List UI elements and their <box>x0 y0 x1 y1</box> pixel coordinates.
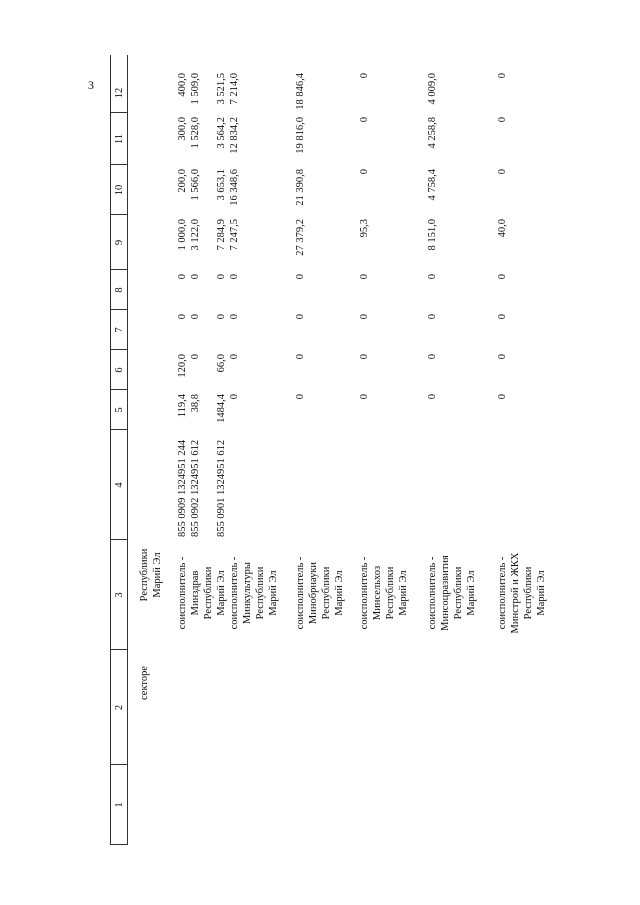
header-col-10: 10 <box>114 184 125 196</box>
cell-col10: 16 348,6 <box>229 169 240 206</box>
cell-col11: 19 816,0 <box>295 117 306 154</box>
cell-col11: 0 <box>359 117 370 123</box>
cell-budget-code: 855 0909 1324951 244 855 0902 1324951 612 855 0901 1324951 612 <box>177 439 227 537</box>
header-col-4: 4 <box>114 482 125 488</box>
cell-col12: 400,0 1 509,0 3 521,5 <box>177 73 227 105</box>
cell-col10: 200,0 1 566,0 3 653,1 <box>177 169 227 201</box>
cell-executor: соисполнитель - Минстрой и ЖКХ Республики Марий Эл <box>497 552 547 634</box>
cell-col12: 18 846,4 <box>295 73 306 110</box>
cell-executor: соисполнитель - Минкультуры Республики Марий Эл <box>229 556 279 630</box>
cell-col11: 0 <box>497 117 508 123</box>
cell-col7: 0 <box>295 314 306 320</box>
cell-col12: 0 <box>497 73 508 79</box>
cell-col9: 8 151,0 <box>427 219 438 251</box>
table-top-border <box>110 55 111 845</box>
cell-col7: 0 <box>427 314 438 320</box>
cell-col9: 1 000,0 3 122,0 7 284,9 <box>177 219 227 251</box>
cell-col6: 0 <box>427 354 438 360</box>
cell-col7: 0 <box>497 314 508 320</box>
header-col-9: 9 <box>114 239 125 246</box>
page-number: 3 <box>88 78 94 92</box>
cell-col9: 95,3 <box>359 219 370 238</box>
header-col-6: 6 <box>114 367 125 373</box>
cell-col11: 4 258,8 <box>427 117 438 149</box>
cell-col8: 0 <box>295 274 306 280</box>
cell-col10: 0 <box>497 169 508 175</box>
header-col-12: 12 <box>114 87 125 99</box>
cell-col8: 0 <box>427 274 438 280</box>
cell-col5: 119,4 38,8 1484,4 <box>177 394 227 423</box>
cell-col12: 0 <box>359 73 370 79</box>
cell-col7: 0 <box>229 314 240 320</box>
cell-executor: соисполнитель - Минобрнауки Республики Марий Эл <box>295 556 345 630</box>
cell-col11: 12 834,2 <box>229 117 240 154</box>
header-bottom-border <box>127 55 128 845</box>
cell-col5: 0 <box>295 394 306 400</box>
cell-col10: 21 390,8 <box>295 169 306 206</box>
cell-col10: 4 758,4 <box>427 169 438 201</box>
cell-executor: соисполнитель - Минсоцразвития Республики Марий Эл <box>427 555 477 631</box>
header-col-2: 2 <box>114 704 125 711</box>
cell-col9: 27 379,2 <box>295 219 306 256</box>
cell-col7: 0 0 0 <box>177 314 227 320</box>
col2-text: секторе <box>139 665 150 700</box>
cell-col7: 0 <box>359 314 370 320</box>
cell-executor: соисполнитель - Минздрав Республики Марий Эл <box>177 556 227 630</box>
cell-col8: 0 <box>359 274 370 280</box>
cell-col6: 0 <box>497 354 508 360</box>
cell-executor: соисполнитель - Минсельхоз Республики Марий Эл <box>359 556 409 630</box>
cell-col5: 0 <box>229 394 240 400</box>
cell-col10: 0 <box>359 169 370 175</box>
header-col-5: 5 <box>114 407 125 413</box>
cell-col6: 0 <box>229 354 240 360</box>
cell-col9: 7 247,5 <box>229 219 240 251</box>
cell-col5: 0 <box>427 394 438 400</box>
cell-col9: 40,0 <box>497 219 508 238</box>
cell-col6: 120,0 0 66,0 <box>177 354 227 378</box>
cell-col12: 7 214,0 <box>229 73 240 105</box>
header-col-7: 7 <box>114 327 125 333</box>
cell-col8: 0 0 0 <box>177 274 227 280</box>
cell-col5: 0 <box>497 394 508 400</box>
cell-col6: 0 <box>295 354 306 360</box>
cell-col6: 0 <box>359 354 370 360</box>
header-col-3: 3 <box>114 592 125 598</box>
cell-col8: 0 <box>497 274 508 280</box>
cell-col5: 0 <box>359 394 370 400</box>
cell-executor: Республики Марий Эл <box>139 548 163 602</box>
header-col-8: 8 <box>114 287 125 293</box>
header-col-1: 1 <box>114 802 125 808</box>
cell-col8: 0 <box>229 274 240 280</box>
header-col-11: 11 <box>114 133 125 145</box>
cell-col11: 300,0 1 528,0 3 564,2 <box>177 117 227 149</box>
cell-col12: 4 009,0 <box>427 73 438 105</box>
